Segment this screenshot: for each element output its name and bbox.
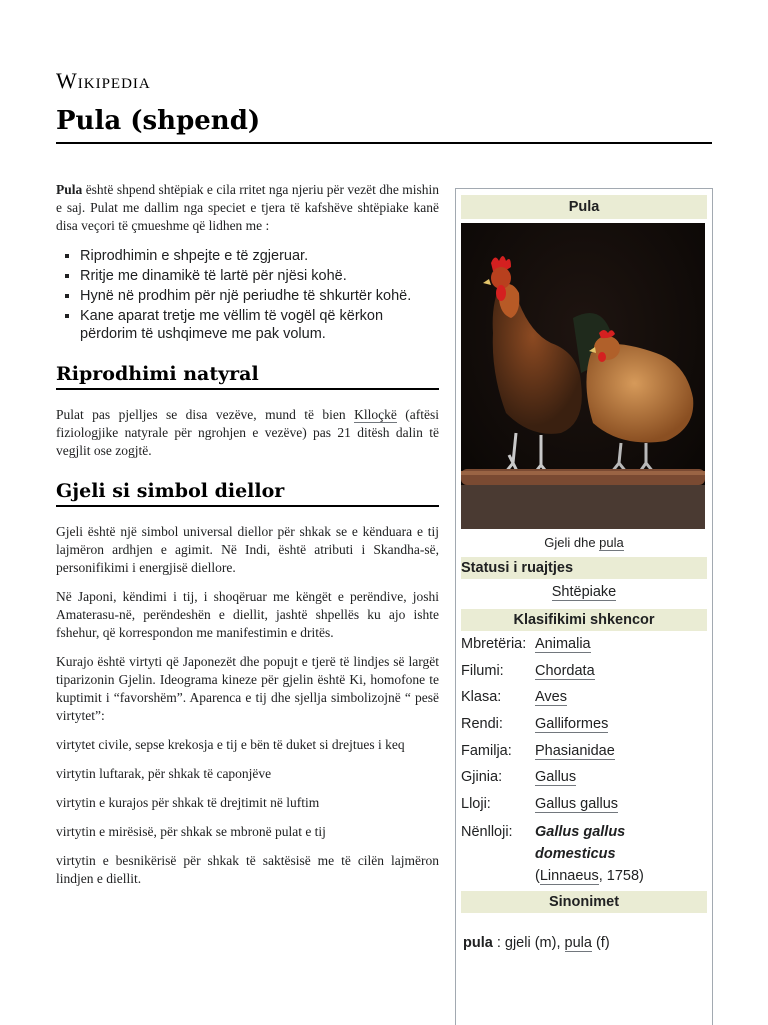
taxon-value xyxy=(535,663,707,679)
caption-text: Gjeli dhe xyxy=(544,535,600,550)
section2-paragraph: Gjeli është një simbol universal diellor për shkak se e kënduara e tij lajmëron ardhjen e agimit. Në Indi, është atributi i Skandha-së, personifikimi i energjisë diellore. xyxy=(56,524,439,575)
syn-bold: pula xyxy=(463,935,493,952)
intro-paragraph xyxy=(56,181,439,235)
infobox-title: Pula xyxy=(461,195,707,219)
synonyms-text xyxy=(463,935,705,951)
status-header: Statusi i ruajtjes xyxy=(461,557,707,579)
taxon-row xyxy=(461,711,707,738)
taxon-value xyxy=(535,769,707,785)
status-value xyxy=(456,579,712,605)
taxon-row xyxy=(461,684,707,711)
section1-text-a: Pulat pas pjelljes se disa vezëve, mund të bien xyxy=(56,407,355,422)
list-item: ▪ Riprodhimin e shpejte e të zgjeruar. xyxy=(80,247,439,265)
taxon-rank: Lloji: xyxy=(461,795,491,812)
taxon-row xyxy=(461,791,707,818)
intro-text: është shpend shtëpiak e cila rritet nga njeriu për vezët dhe mishin e saj. Pulat me dallim nga speciet e tjera të kafshëve shtëpiake kanë disa veçori të çmueshme që lidhen me : xyxy=(56,182,439,233)
subspecies-name: Gallus gallus domesticus xyxy=(535,824,626,863)
page-title: Pula (shpend) xyxy=(56,106,712,144)
taxon-row-subspecies xyxy=(461,817,707,887)
taxon-link[interactable]: Aves xyxy=(535,689,567,706)
linnaeus-link[interactable]: Linnaeus xyxy=(539,868,599,885)
taxon-link[interactable]: Phasianidae xyxy=(535,742,615,759)
intro-bullet-list xyxy=(56,247,439,343)
list-item: ▪ Kane aparat tretje me vëllim të vogël që kërkon përdorim të ushqimeve me pak volum. xyxy=(80,307,439,343)
syn-end: (f) xyxy=(591,935,610,952)
caption-pula-link[interactable]: pula xyxy=(599,535,624,550)
taxon-rank: Nënlloji: xyxy=(461,824,513,841)
taxon-rank: Gjinia: xyxy=(461,769,503,786)
taxon-rank: Familja: xyxy=(461,742,512,759)
photo-caption xyxy=(456,535,712,553)
taxon-rank: Rendi: xyxy=(461,716,503,733)
section-heading-riprodhimi: Riprodhimi natyral xyxy=(56,365,439,390)
intro-bold-term: Pula xyxy=(56,182,83,197)
kllocke-link[interactable]: Klloçkë xyxy=(354,407,397,422)
taxon-row xyxy=(461,737,707,764)
wikipedia-wordmark[interactable]: Wikipedia xyxy=(56,68,151,93)
section1-paragraph xyxy=(56,406,439,460)
taxon-value xyxy=(535,796,707,812)
synonyms-header[interactable]: Sinonimet xyxy=(461,891,707,913)
section-heading-gjeli: Gjeli si simbol diellor xyxy=(56,482,439,507)
chicken-photo[interactable] xyxy=(461,223,705,529)
syn-mid: : gjeli (m), xyxy=(492,935,565,952)
section2-paragraph: Në Japoni, këndimi i tij, i shoqëruar me këngët e perëndive, joshi Amaterasu-në, perëndeshën e diellit, jashtë shpellës ku ajo ishte fshehur, që korrespondon me manifestimin e dritës. xyxy=(56,589,439,640)
list-item: ▪ Hynë në prodhim për një periudhe të shkurtër kohë. xyxy=(80,287,439,305)
classification-header[interactable]: Klasifikimi shkencor xyxy=(461,609,707,631)
taxon-rank: Klasa: xyxy=(461,689,502,706)
infobox xyxy=(455,188,713,1025)
list-item: ▪ Rritje me dinamikë të lartë për njësi kohë. xyxy=(80,267,439,285)
taxon-link[interactable]: Gallus xyxy=(535,769,577,786)
taxon-row xyxy=(461,631,707,658)
taxon-row xyxy=(461,764,707,791)
taxon-value xyxy=(535,716,707,732)
section2-paragraph: virtytin e kurajos për shkak të drejtimit në luftim xyxy=(56,795,320,810)
taxon-link[interactable]: Gallus gallus xyxy=(535,795,619,812)
authority-open: ( xyxy=(535,868,540,885)
status-link[interactable]: Shtëpiake xyxy=(551,584,617,600)
section2-paragraph: Kurajo është virtyti që Japonezët dhe popujt e tjerë të lindjes së largët tiparizonin Gjelin. Ideograma kineze për gjelin është Ki, homofone te kuptimit i “favorshëm”. Aparenca e tij dhe sjellja simbolizojnë “ pesë virtytet”: xyxy=(56,654,439,723)
authority-year: , 1758) xyxy=(598,868,644,885)
taxon-value xyxy=(535,636,707,652)
taxon-rank: Filumi: xyxy=(461,662,504,679)
taxon-value xyxy=(535,821,707,887)
article-body xyxy=(56,181,439,899)
taxon-rank: Mbretëria: xyxy=(461,636,527,653)
section2-paragraph: virtytet civile, sepse krekosja e tij e bën të duket si drejtues i keq xyxy=(56,737,405,752)
section2-paragraph: virtytin luftarak, për shkak të caponjëve xyxy=(56,766,272,781)
taxon-link[interactable]: Chordata xyxy=(535,662,595,679)
taxon-value xyxy=(535,689,707,705)
syn-pula-link[interactable]: pula xyxy=(564,935,592,952)
section1-text-b: (aftësi fiziologjike natyrale për ngrohjen e vezëve) pas 21 ditësh dalin të vegjlit ose zogjtë. xyxy=(56,407,439,458)
taxon-row xyxy=(461,658,707,685)
taxon-link[interactable]: Animalia xyxy=(535,636,591,653)
taxon-value xyxy=(535,743,707,759)
section2-paragraph: virtytin e mirësisë, për shkak se mbronë pulat e tij xyxy=(56,824,326,839)
section2-paragraph: virtytin e besnikërisë për shkak të saktësisë me të cilën lajmëron lindjen e diellit. xyxy=(56,853,439,886)
taxon-link[interactable]: Galliformes xyxy=(535,716,609,733)
